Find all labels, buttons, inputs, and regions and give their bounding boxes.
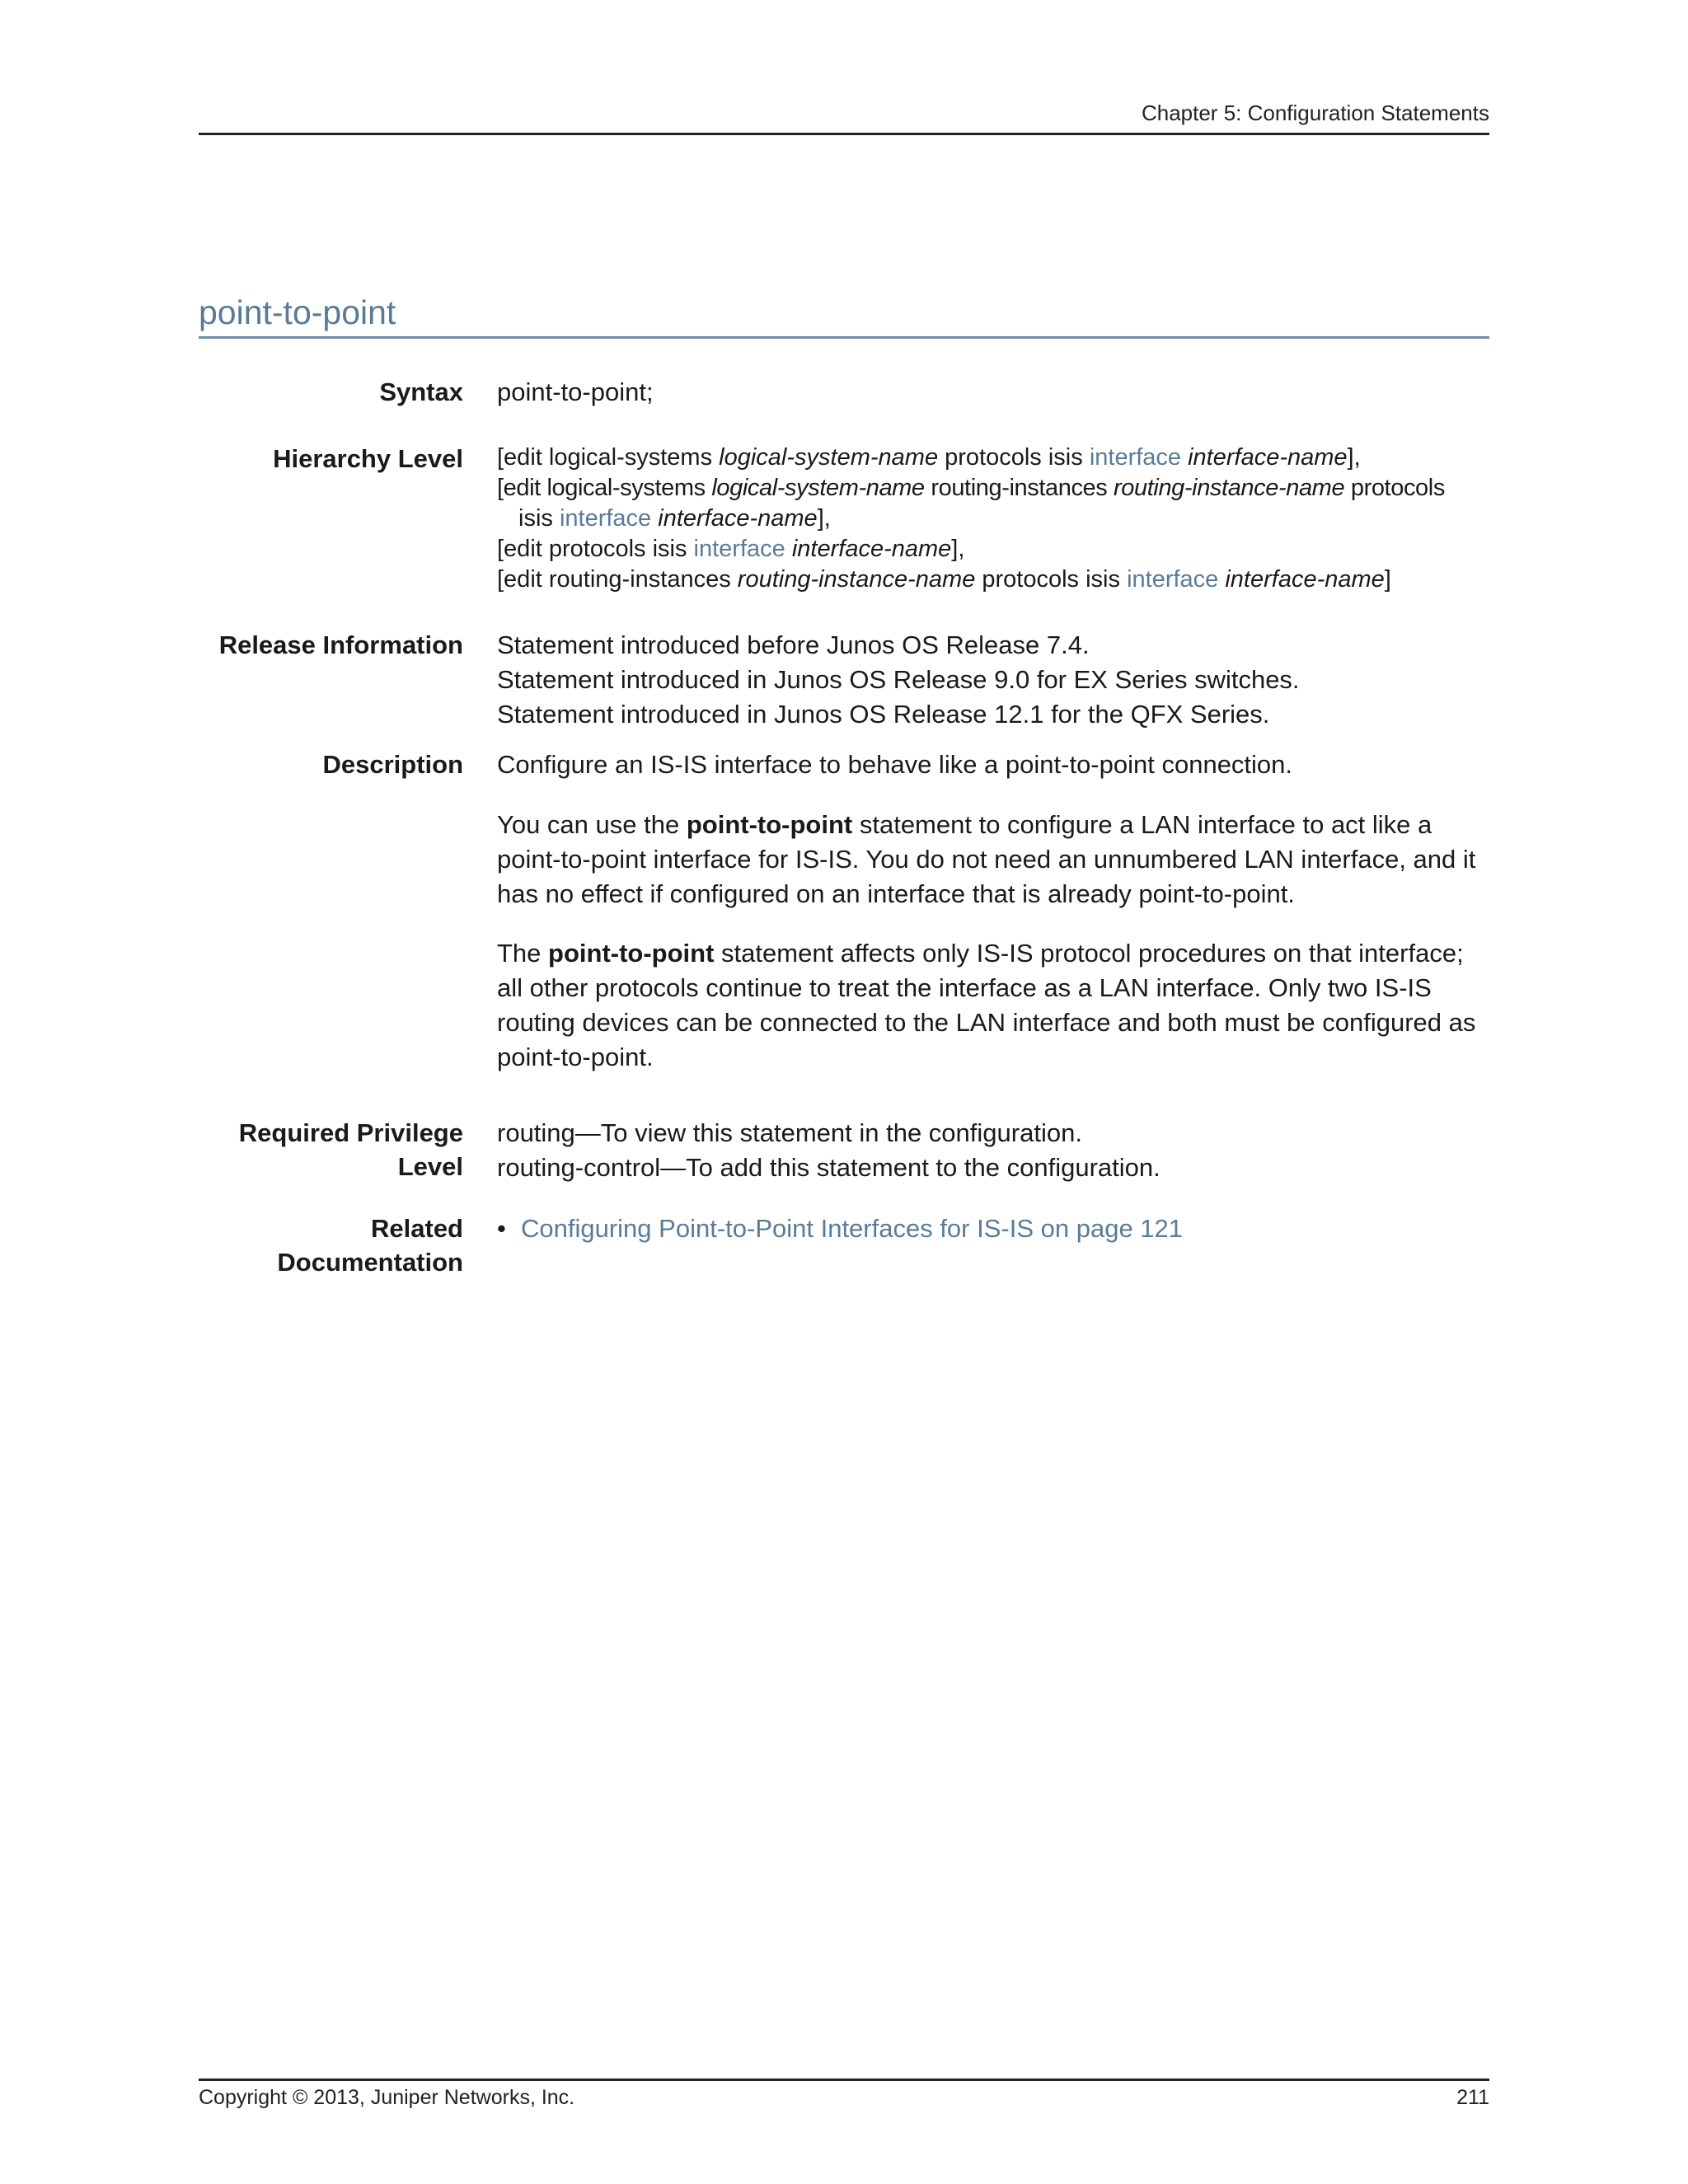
page-title: point-to-point [199, 293, 396, 331]
privilege-levels [497, 1116, 1489, 1185]
hierarchy-line: [edit protocols isis interface interface-name], [497, 536, 965, 562]
release-label: Release Information [218, 630, 463, 659]
hierarchy-line: [edit routing-instances routing-instance-name protocols isis interface interface-name] [497, 566, 1391, 593]
release-info [497, 628, 1489, 732]
interface-link[interactable]: interface [559, 505, 652, 532]
related-label: Related Documentation [277, 1214, 463, 1277]
release-line: Statement introduced in Junos OS Release 12.1 for the QFX Series. [497, 700, 1270, 729]
syntax-label: Syntax [379, 377, 463, 406]
privilege-label: Required Privilege Level [238, 1118, 463, 1181]
hierarchy-line: [edit logical-systems logical-system-name routing-instances routing-instance-name protocols [497, 475, 1445, 501]
related-doc-link[interactable]: Configuring Point-to-Point Interfaces for IS-IS on page 121 [521, 1214, 1184, 1243]
syntax-value: point-to-point; [497, 377, 654, 406]
description [497, 748, 1489, 782]
header-rule [199, 133, 1489, 135]
description-paragraph-3: The point-to-point statement affects only IS-IS protocol procedures on that interface; all other protocols continue to treat the interface as a LAN interface. Only two IS-IS routing devices can be connected to the LAN interface and both must be configured as point-to-point. [497, 939, 1476, 1071]
privilege-line: routing-control—To add this statement to the configuration. [497, 1153, 1160, 1182]
description-paragraph: Configure an IS-IS interface to behave like a point-to-point connection. [497, 750, 1293, 779]
related-docs [497, 1212, 1489, 1246]
release-line: Statement introduced in Junos OS Release 9.0 for EX Series switches. [497, 665, 1300, 694]
privilege-line: routing—To view this statement in the configuration. [497, 1118, 1082, 1147]
interface-link[interactable]: interface [693, 536, 785, 562]
description-label: Description [322, 750, 463, 779]
running-header: Chapter 5: Configuration Statements [1141, 101, 1489, 125]
title-rule [199, 336, 1489, 339]
footer-copyright: Copyright © 2013, Juniper Networks, Inc. [199, 2086, 575, 2109]
hierarchy-line: [edit logical-systems logical-system-name protocols isis interface interface-name], [497, 444, 1361, 471]
bullet-icon: • [497, 1214, 506, 1243]
keyword: point-to-point [686, 810, 853, 839]
interface-link[interactable]: interface [1127, 566, 1219, 593]
hierarchy-label: Hierarchy Level [273, 444, 463, 473]
keyword: point-to-point [548, 939, 715, 968]
interface-link[interactable]: interface [1089, 444, 1182, 471]
description-paragraph-2: You can use the point-to-point statement to configure a LAN interface to act like a point-to-point interface for IS-IS. You do not need an unnumbered LAN interface, and it has no effect if configured on an interface that is already point-to-point. [497, 810, 1476, 908]
hierarchy-list [497, 443, 1489, 595]
list-item [497, 1212, 1489, 1246]
page-number: 211 [1456, 2086, 1489, 2109]
footer-rule [199, 2079, 1489, 2081]
release-line: Statement introduced before Junos OS Release 7.4. [497, 630, 1090, 659]
hierarchy-line: isis interface interface-name], [518, 505, 831, 532]
